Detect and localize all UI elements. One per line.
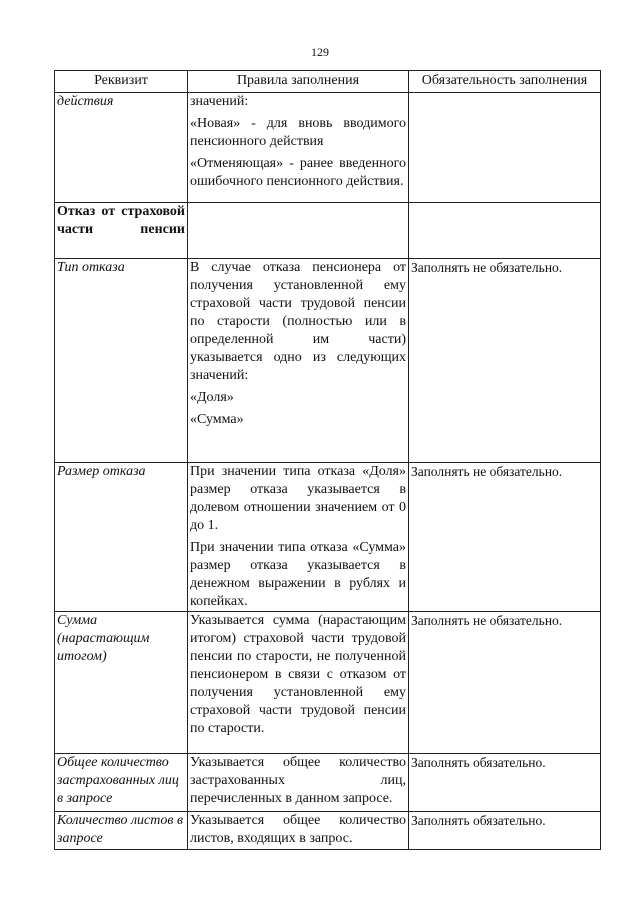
rules-text: Указывается общее количество застрахованных лиц, перечисленных в данном запросе. xyxy=(190,755,406,806)
table-row xyxy=(55,812,601,850)
table-row xyxy=(55,259,601,463)
obligation-cell xyxy=(409,203,601,259)
section-heading: Отказ от страховой части пенсии xyxy=(57,204,185,237)
table-row xyxy=(55,754,601,812)
rules-cell xyxy=(188,754,409,812)
section-heading-cell xyxy=(55,203,188,259)
requisite-cell: Тип отказа xyxy=(55,259,188,463)
obligation-cell: Заполнять не обязательно. xyxy=(409,259,601,463)
table-row xyxy=(55,93,601,203)
page-number: 129 xyxy=(311,45,329,59)
rules-text: «Доля» xyxy=(190,390,234,405)
requisite-cell: Общее количество застрахованных лиц в запросе xyxy=(55,754,188,812)
column-header-requisite: Реквизит xyxy=(55,71,188,93)
rules-text: При значении типа отказа «Сумма» размер отказа указывается в денежном выражении в рублях и копейках. xyxy=(190,540,406,609)
table-row xyxy=(55,463,601,612)
rules-text: «Новая» - для вновь вводимого пенсионного действия xyxy=(190,116,406,149)
requisites-table xyxy=(54,70,601,850)
rules-text: значений: xyxy=(190,94,249,109)
table-row xyxy=(55,612,601,754)
rules-text: «Отменяющая» - ранее введенного ошибочного пенсионного действия. xyxy=(190,156,406,189)
requisite-cell: действия xyxy=(55,93,188,203)
requisite-cell: Размер отказа xyxy=(55,463,188,612)
obligation-cell: Заполнять обязательно. xyxy=(409,754,601,812)
rules-text: Указывается сумма (нарастающим итогом) страховой части трудовой пенсии по старости, не полученной пенсионером в связи с отказом от получения установленной ему страховой части трудовой пенсии по старости. xyxy=(190,613,406,736)
rules-cell xyxy=(188,812,409,850)
rules-cell xyxy=(188,203,409,259)
requisite-cell: Количество листов в запросе xyxy=(55,812,188,850)
column-header-rules: Правила заполнения xyxy=(188,71,409,93)
rules-text: «Сумма» xyxy=(190,412,244,427)
rules-cell xyxy=(188,93,409,203)
column-header-obligation: Обязательность заполнения xyxy=(409,71,601,93)
rules-cell xyxy=(188,259,409,463)
obligation-cell: Заполнять не обязательно. xyxy=(409,612,601,754)
rules-cell xyxy=(188,463,409,612)
rules-cell xyxy=(188,612,409,754)
rules-text: Указывается общее количество листов, входящих в запрос. xyxy=(190,813,406,846)
obligation-cell: Заполнять обязательно. xyxy=(409,812,601,850)
obligation-cell xyxy=(409,93,601,203)
obligation-cell: Заполнять не обязательно. xyxy=(409,463,601,612)
rules-text: В случае отказа пенсионера от получения установленной ему страховой части трудовой пенсии по старости (полностью или в определенной им части) указывается одно из следующих значений: xyxy=(190,260,406,383)
rules-text: При значении типа отказа «Доля» размер отказа указывается в долевом отношении значением от 0 до 1. xyxy=(190,464,406,533)
table-section-row xyxy=(55,203,601,259)
requisite-cell: Сумма (нарастающим итогом) xyxy=(55,612,188,754)
table-header-row xyxy=(55,71,601,93)
